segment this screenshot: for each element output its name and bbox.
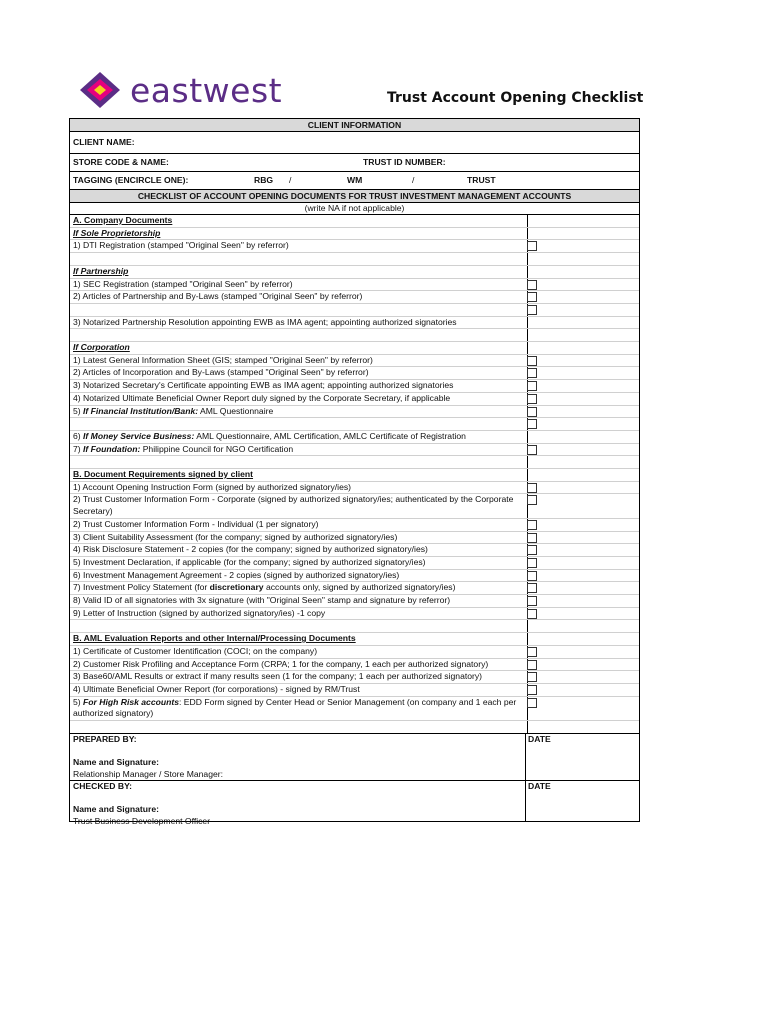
list-item: 1) Certificate of Customer Identification (COCI; on the company): [70, 646, 528, 658]
list-item: 2) Trust Customer Information Form - Individual (1 per signatory): [70, 519, 528, 531]
tag-slash-1: /: [289, 174, 292, 185]
eastwest-logo: [78, 70, 282, 110]
list-item: 1) Latest General Information Sheet (GIS; stamped "Original Seen" by referror): [70, 355, 528, 367]
date-label-2: DATE: [528, 780, 551, 791]
list-item: 4) Notarized Ultimate Beneficial Owner Report duly signed by the Corporate Secretary, if applicable: [70, 393, 528, 405]
list-item: 6) If Money Service Business: AML Questionnaire, AML Certification, AMLC Certificate of Registration: [70, 431, 528, 443]
checkbox[interactable]: [527, 685, 537, 695]
checkbox[interactable]: [527, 305, 537, 315]
tbdo-label: Trust Business Development Officer: [73, 815, 211, 826]
list-item: 3) Notarized Partnership Resolution appointing EWB as IMA agent; appointing authorized signatories: [70, 317, 528, 329]
checkbox[interactable]: [527, 495, 537, 505]
store-code-row[interactable]: [70, 154, 639, 172]
section-a-title: A. Company Documents: [70, 215, 528, 227]
list-item: 2) Articles of Partnership and By-Laws (stamped "Original Seen" by referror): [70, 291, 528, 303]
checkbox[interactable]: [527, 407, 537, 417]
checkbox[interactable]: [527, 445, 537, 455]
checklist-rows: [70, 215, 639, 733]
checkbox[interactable]: [527, 660, 537, 670]
prepared-by-label: PREPARED BY:: [73, 733, 137, 744]
name-signature-label: Name and Signature:: [73, 757, 159, 768]
list-item: 3) Base60/AML Results or extract if many results seen (1 for the company; 1 each per authorized signatory): [70, 671, 528, 683]
prepared-by-block[interactable]: [70, 733, 639, 780]
checkbox[interactable]: [527, 672, 537, 682]
list-item: 1) Account Opening Instruction Form (signed by authorized signatory/ies): [70, 482, 528, 494]
list-item: 5) If Financial Institution/Bank: AML Questionnaire: [70, 406, 528, 418]
checkbox[interactable]: [527, 241, 537, 251]
list-item: 2) Trust Customer Information Form - Corporate (signed by authorized signatory/ies; authenticated by the Corporate Secretary): [70, 494, 528, 517]
checked-by-label: CHECKED BY:: [73, 780, 133, 791]
name-signature-label-2: Name and Signature:: [73, 804, 159, 815]
list-item: 3) Client Suitability Assessment (for the company; signed by authorized signatory/ies): [70, 532, 528, 544]
tag-rbg[interactable]: RBG: [254, 174, 274, 185]
checkbox[interactable]: [527, 292, 537, 302]
sole-proprietorship-heading: If Sole Proprietorship: [70, 228, 528, 240]
checkbox[interactable]: [527, 647, 537, 657]
tagging-label: TAGGING (ENCIRCLE ONE):: [73, 174, 189, 185]
checklist-subheader: (write NA if not applicable): [70, 203, 639, 215]
list-item: 4) Risk Disclosure Statement - 2 copies (for the company; signed by authorized signatory/ies): [70, 544, 528, 556]
brand-name: eastwest: [130, 70, 283, 110]
date-label: DATE: [528, 733, 551, 744]
rm-label: Relationship Manager / Store Manager:: [73, 768, 223, 779]
checkbox[interactable]: [527, 571, 537, 581]
client-name-row[interactable]: [70, 132, 639, 154]
checkbox[interactable]: [527, 520, 537, 530]
checkbox[interactable]: [527, 698, 537, 708]
list-item: 3) Notarized Secretary's Certificate appointing EWB as IMA agent; appointing authorized signatories: [70, 380, 528, 392]
list-item: 9) Letter of Instruction (signed by authorized signatory/ies) -1 copy: [70, 608, 528, 620]
tag-wm[interactable]: WM: [347, 174, 363, 185]
checkbox[interactable]: [527, 596, 537, 606]
list-item: 1) DTI Registration (stamped "Original Seen" by referror): [70, 240, 528, 252]
eastwest-logo-icon: [78, 70, 122, 110]
partnership-heading: If Partnership: [70, 266, 528, 278]
checkbox[interactable]: [527, 280, 537, 290]
checkbox[interactable]: [527, 483, 537, 493]
store-code-label: STORE CODE & NAME:: [73, 156, 169, 167]
checkbox[interactable]: [527, 533, 537, 543]
checkbox[interactable]: [527, 558, 537, 568]
section-aml-title: B. AML Evaluation Reports and other Internal/Processing Documents: [70, 633, 528, 645]
checkbox[interactable]: [527, 583, 537, 593]
list-item: 7) Investment Policy Statement (for discretionary accounts only, signed by authorized signatory/ies): [70, 582, 528, 594]
checkbox[interactable]: [527, 419, 537, 429]
checked-by-block[interactable]: [70, 780, 639, 826]
checkbox[interactable]: [527, 545, 537, 555]
checkbox[interactable]: [527, 609, 537, 619]
checklist-form: [69, 118, 640, 826]
page-title: Trust Account Opening Checklist: [387, 90, 644, 106]
list-item: 6) Investment Management Agreement - 2 copies (signed by authorized signatory/ies): [70, 570, 528, 582]
tag-trust[interactable]: TRUST: [467, 174, 496, 185]
list-item: 8) Valid ID of all signatories with 3x signature (with "Original Seen" stamp and signature by referror): [70, 595, 528, 607]
list-item: 2) Articles of Incorporation and By-Laws (stamped "Original Seen" by referror): [70, 367, 528, 379]
checkbox[interactable]: [527, 368, 537, 378]
trust-id-label: TRUST ID NUMBER:: [363, 156, 446, 167]
list-item: 2) Customer Risk Profiling and Acceptance Form (CRPA; 1 for the company, 1 each per authorized signatory): [70, 659, 528, 671]
list-item: 5) Investment Declaration, if applicable (for the company; signed by authorized signatory/ies): [70, 557, 528, 569]
section-b-title: B. Document Requirements signed by client: [70, 469, 528, 481]
corporation-heading: If Corporation: [70, 342, 528, 354]
checkbox[interactable]: [527, 356, 537, 366]
list-item: 5) For High Risk accounts: EDD Form signed by Center Head or Senior Management (on company and 1 each per authorized signatory): [70, 697, 528, 720]
tag-slash-2: /: [412, 174, 415, 185]
list-item: 4) Ultimate Beneficial Owner Report (for corporations) - signed by RM/Trust: [70, 684, 528, 696]
checklist-header: CHECKLIST OF ACCOUNT OPENING DOCUMENTS FOR TRUST INVESTMENT MANAGEMENT ACCOUNTS: [70, 190, 639, 203]
checkbox[interactable]: [527, 394, 537, 404]
checkbox[interactable]: [527, 381, 537, 391]
client-name-label: CLIENT NAME:: [73, 136, 135, 147]
tagging-row: [70, 172, 639, 190]
client-info-header: CLIENT INFORMATION: [70, 119, 639, 132]
list-item: 1) SEC Registration (stamped "Original Seen" by referror): [70, 279, 528, 291]
list-item: [70, 304, 528, 316]
list-item: 7) If Foundation: Philippine Council for NGO Certification: [70, 444, 528, 456]
